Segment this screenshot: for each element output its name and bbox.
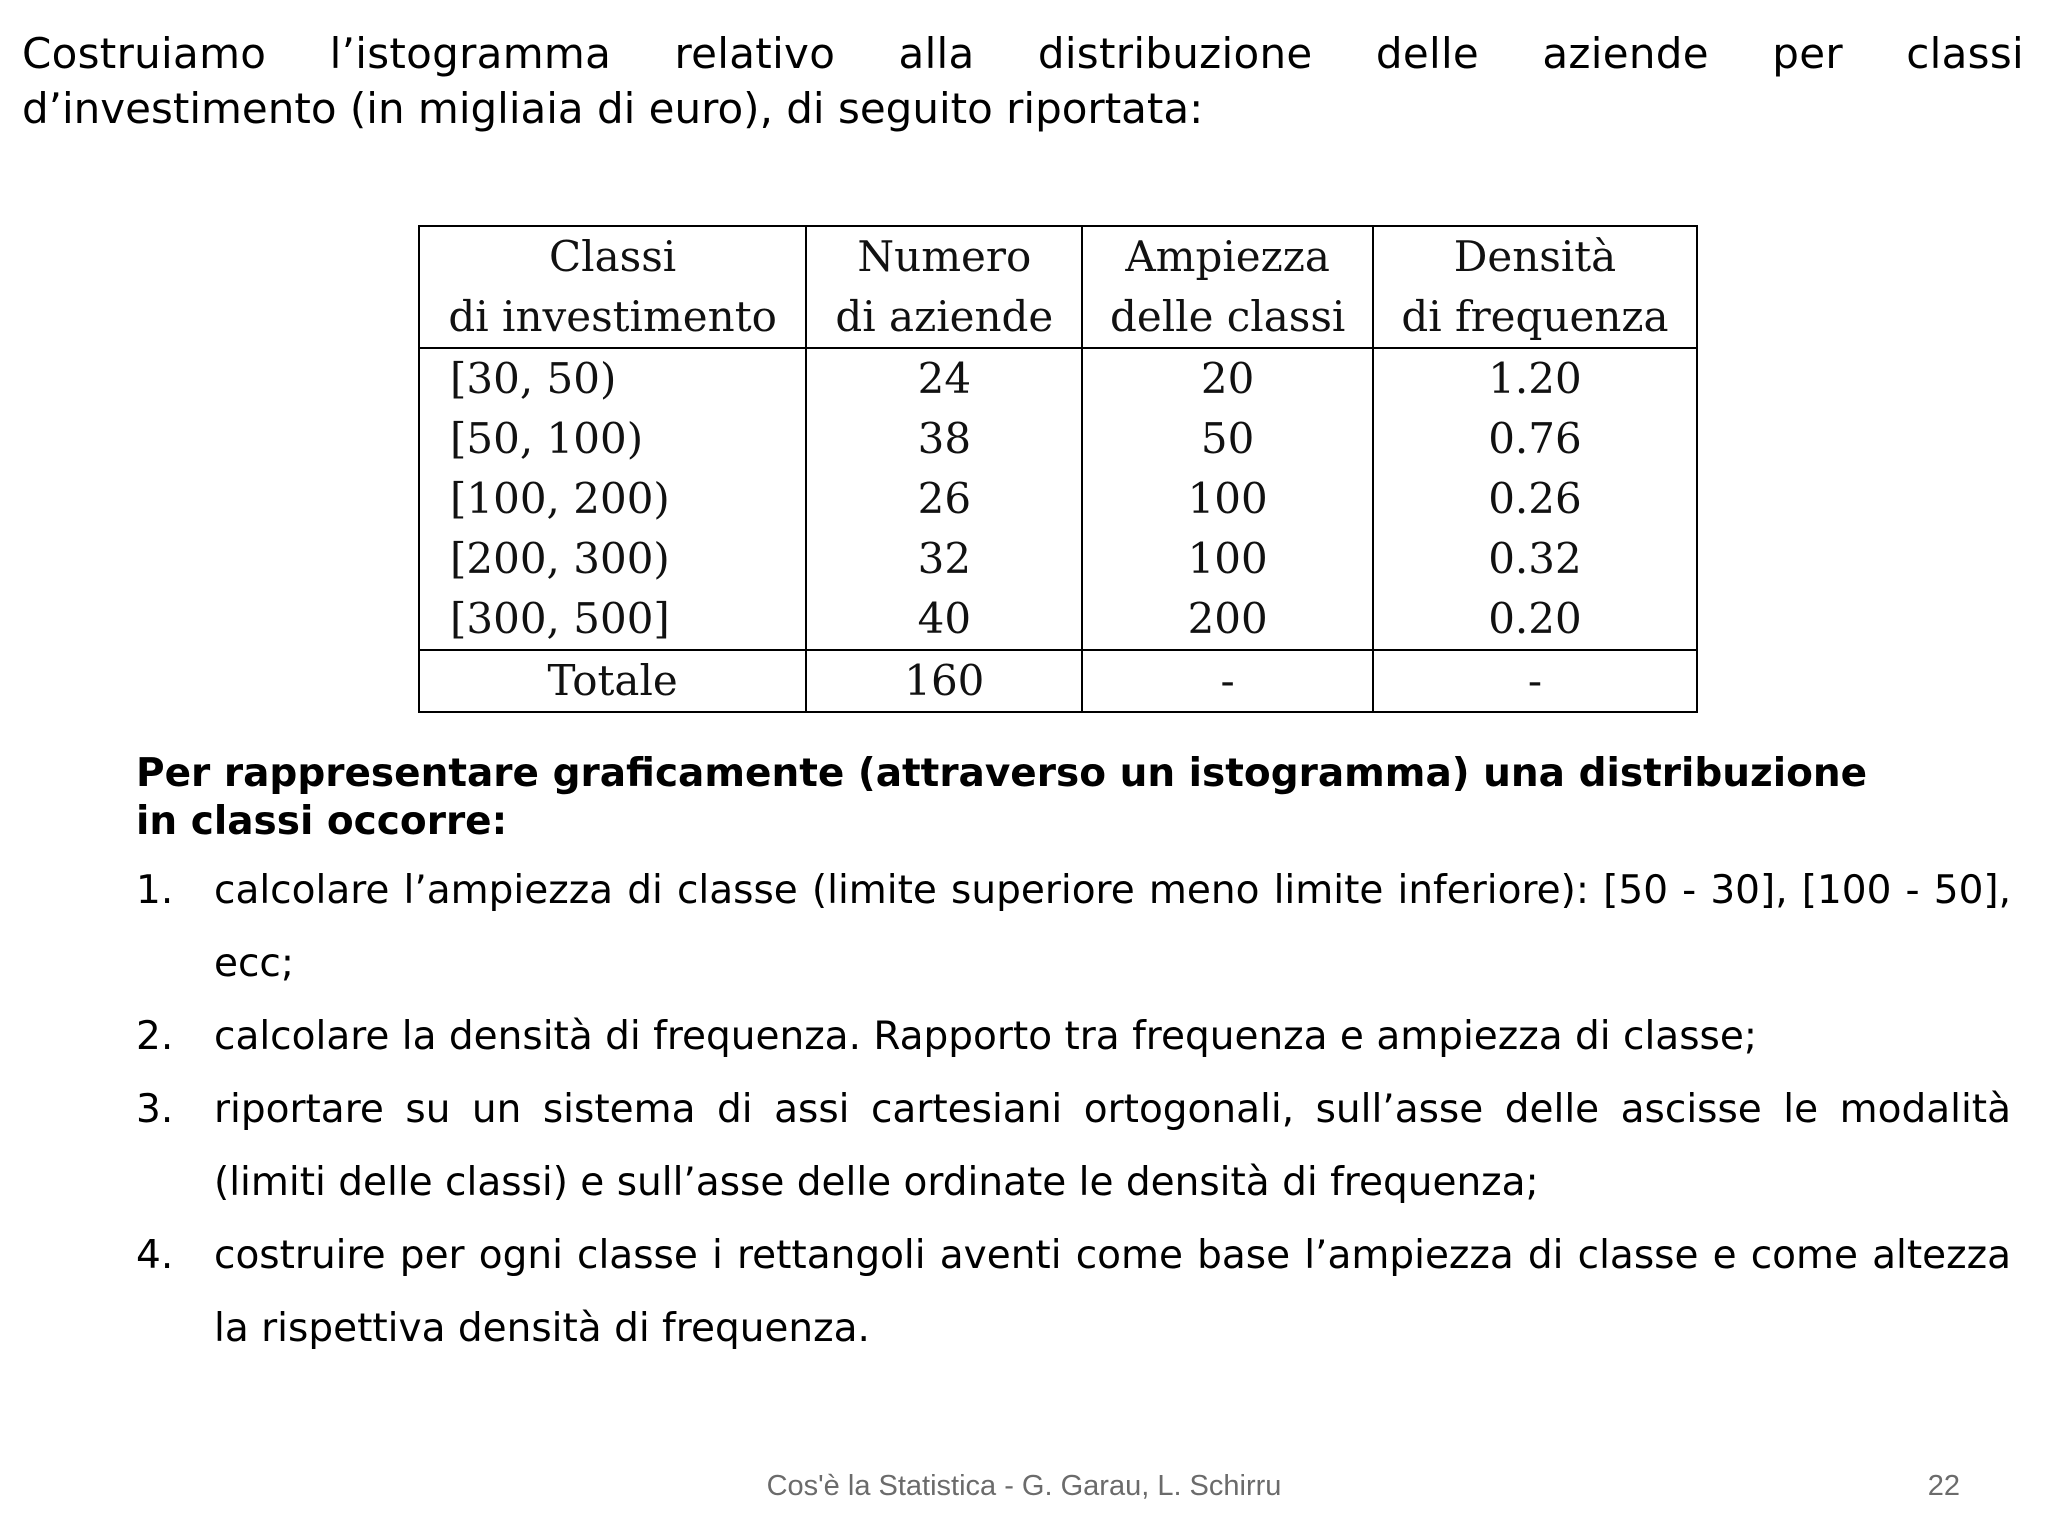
total-ampiezza: - <box>1082 650 1373 712</box>
cell-ampiezza: 100 <box>1082 529 1373 589</box>
header-numero-line1: Numero <box>857 232 1032 281</box>
total-label: Totale <box>419 650 806 712</box>
cell-numero: 26 <box>806 469 1082 529</box>
footer-source: Cos'è la Statistica - G. Garau, L. Schirru <box>766 1470 1282 1502</box>
header-ampiezza-line1: Ampiezza <box>1125 232 1330 281</box>
cell-classe: [200, 300) <box>419 529 806 589</box>
frequency-table-container <box>418 225 1698 713</box>
table-row <box>419 469 1697 529</box>
table-row <box>419 589 1697 650</box>
intro-line-1: Costruiamo l’istogramma relativo alla distribuzione delle aziende per classi <box>22 29 2024 78</box>
cell-densita: 0.26 <box>1373 469 1697 529</box>
header-ampiezza <box>1082 226 1373 348</box>
header-classi-line1: Classi <box>549 232 677 281</box>
intro-paragraph <box>22 26 2024 136</box>
cell-ampiezza: 100 <box>1082 469 1373 529</box>
cell-classe: [300, 500] <box>419 589 806 650</box>
list-item <box>136 1219 2011 1365</box>
header-densita <box>1373 226 1697 348</box>
cell-numero: 40 <box>806 589 1082 650</box>
cell-densita: 0.32 <box>1373 529 1697 589</box>
total-densita: - <box>1373 650 1697 712</box>
header-numero-line2: di aziende <box>835 292 1054 341</box>
cell-numero: 38 <box>806 409 1082 469</box>
step-text: calcolare la densità di frequenza. Rapporto tra frequenza e ampiezza di classe; <box>214 1014 1757 1059</box>
cell-densita: 0.76 <box>1373 409 1697 469</box>
cell-densita: 1.20 <box>1373 348 1697 409</box>
step-number: 4. <box>136 1233 174 1278</box>
table-row <box>419 409 1697 469</box>
table-row <box>419 529 1697 589</box>
step-number: 2. <box>136 1014 174 1059</box>
step-text: calcolare l’ampiezza di classe (limite superiore meno limite inferiore): [50 - 30], [100 - 50], ecc; <box>214 868 2011 986</box>
instructions-section <box>136 750 2011 1365</box>
cell-classe: [50, 100) <box>419 409 806 469</box>
header-numero <box>806 226 1082 348</box>
cell-numero: 24 <box>806 348 1082 409</box>
lead-line-2: in classi occorre: <box>136 799 508 844</box>
step-number: 1. <box>136 868 174 913</box>
instructions-lead <box>136 750 2011 846</box>
list-item <box>136 854 2011 1000</box>
intro-line-2: d’investimento (in migliaia di euro), di seguito riportata: <box>22 84 1204 133</box>
frequency-table <box>418 225 1698 713</box>
cell-ampiezza: 50 <box>1082 409 1373 469</box>
cell-densita: 0.20 <box>1373 589 1697 650</box>
total-numero: 160 <box>806 650 1082 712</box>
cell-classe: [30, 50) <box>419 348 806 409</box>
header-classi-line2: di investimento <box>448 292 777 341</box>
header-densita-line1: Densità <box>1453 232 1617 281</box>
list-item <box>136 1000 2011 1073</box>
cell-ampiezza: 200 <box>1082 589 1373 650</box>
step-text: riportare su un sistema di assi cartesiani ortogonali, sull’asse delle ascisse le modalità (limiti delle classi) e sull’asse delle ordinate le densità di frequenza; <box>214 1087 2011 1205</box>
header-classi <box>419 226 806 348</box>
header-densita-line2: di frequenza <box>1401 292 1669 341</box>
page-number: 22 <box>1927 1470 1960 1502</box>
cell-ampiezza: 20 <box>1082 348 1373 409</box>
steps-list <box>136 854 2011 1365</box>
list-item <box>136 1073 2011 1219</box>
table-total-row <box>419 650 1697 712</box>
table-row <box>419 348 1697 409</box>
step-text: costruire per ogni classe i rettangoli aventi come base l’ampiezza di classe e come altezza la rispettiva densità di frequenza. <box>214 1233 2011 1351</box>
header-ampiezza-line2: delle classi <box>1109 292 1346 341</box>
lead-line-1: Per rappresentare graficamente (attraverso un istogramma) una distribuzione <box>136 751 1868 796</box>
cell-numero: 32 <box>806 529 1082 589</box>
cell-classe: [100, 200) <box>419 469 806 529</box>
step-number: 3. <box>136 1087 174 1132</box>
table-header-row <box>419 226 1697 348</box>
